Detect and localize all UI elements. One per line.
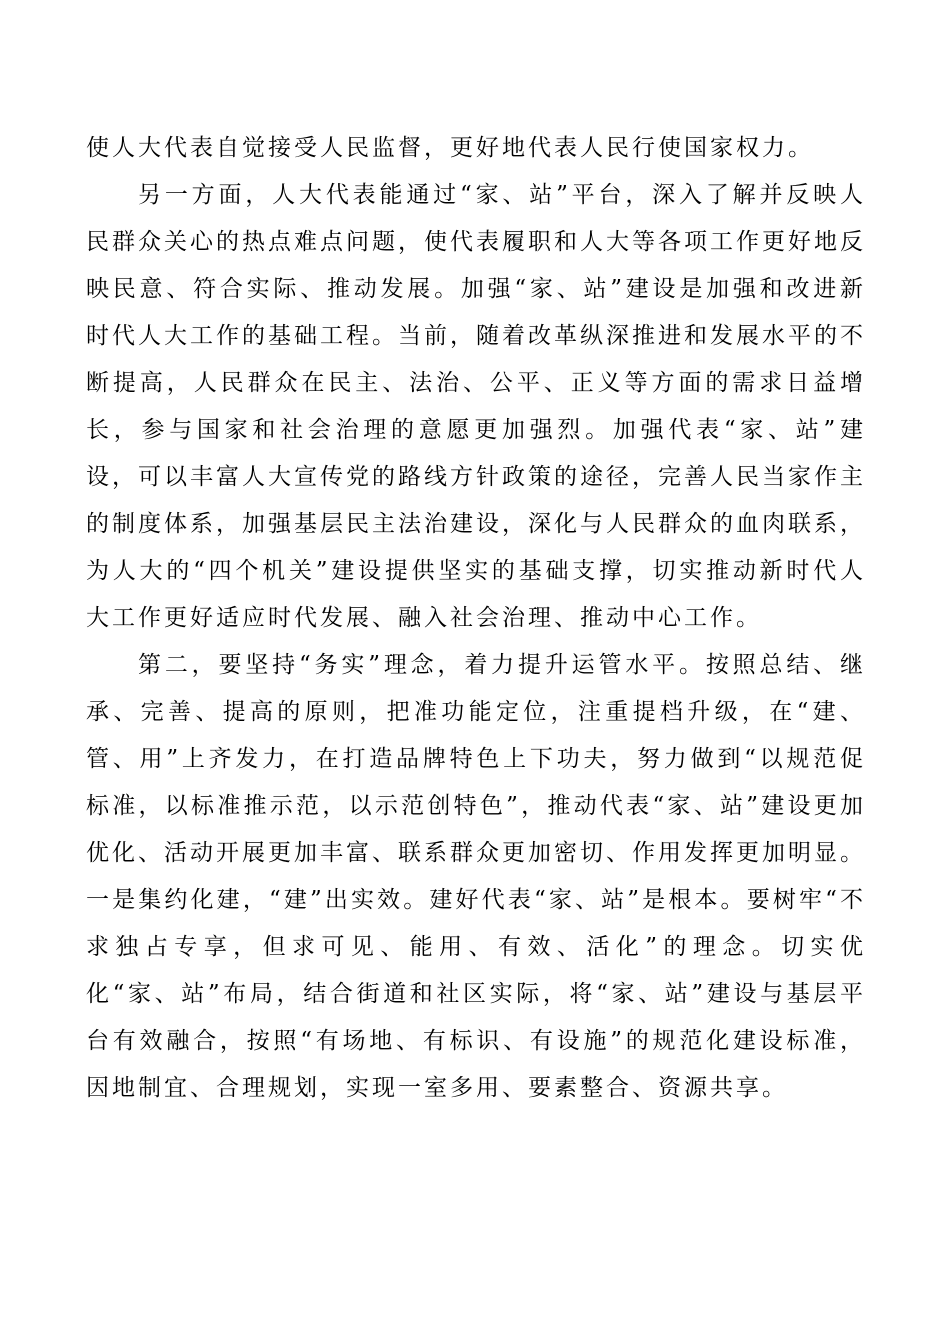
document-body [86, 125, 866, 1112]
paragraph-second-point: 第二，要坚持“务实”理念，着力提升运管水平。按照总结、继承、完善、提高的原则，把准功能定位，注重提档升级，在“建、管、用”上齐发力，在打造品牌特色上下功夫，努力做到“以规范促标准，以标准推示范，以示范创特色”，推动代表“家、站”建设更加优化、活动开展更加丰富、联系群众更加密切、作用发挥更加明显。一是集约化建，“建”出实效。建好代表“家、站”是根本。要树牢“不求独占专享，但求可见、能用、有效、活化”的理念。切实优化“家、站”布局，结合街道和社区实际，将“家、站”建设与基层平台有效融合，按照“有场地、有标识、有设施”的规范化建设标准，因地制宜、合理规划，实现一室多用、要素整合、资源共享。 [86, 652, 866, 1101]
paragraph-on-the-other-hand: 另一方面，人大代表能通过“家、站”平台，深入了解并反映人民群众关心的热点难点问题，使代表履职和人大等各项工作更好地反映民意、符合实际、推动发展。加强“家、站”建设是加强和改进新时代人大工作的基础工程。当前，随着改革纵深推进和发展水平的不断提高，人民群众在民主、法治、公平、正义等方面的需求日益增长，参与国家和社会治理的意愿更加强烈。加强代表“家、站”建设，可以丰富人大宣传党的路线方针政策的途径，完善人民当家作主的制度体系，加强基层民主法治建设，深化与人民群众的血肉联系，为人大的“四个机关”建设提供坚实的基础支撑，切实推动新时代人大工作更好适应时代发展、融入社会治理、推动中心工作。 [86, 182, 866, 631]
paragraph-continued: 使人大代表自觉接受人民监督，更好地代表人民行使国家权力。 [86, 135, 814, 161]
